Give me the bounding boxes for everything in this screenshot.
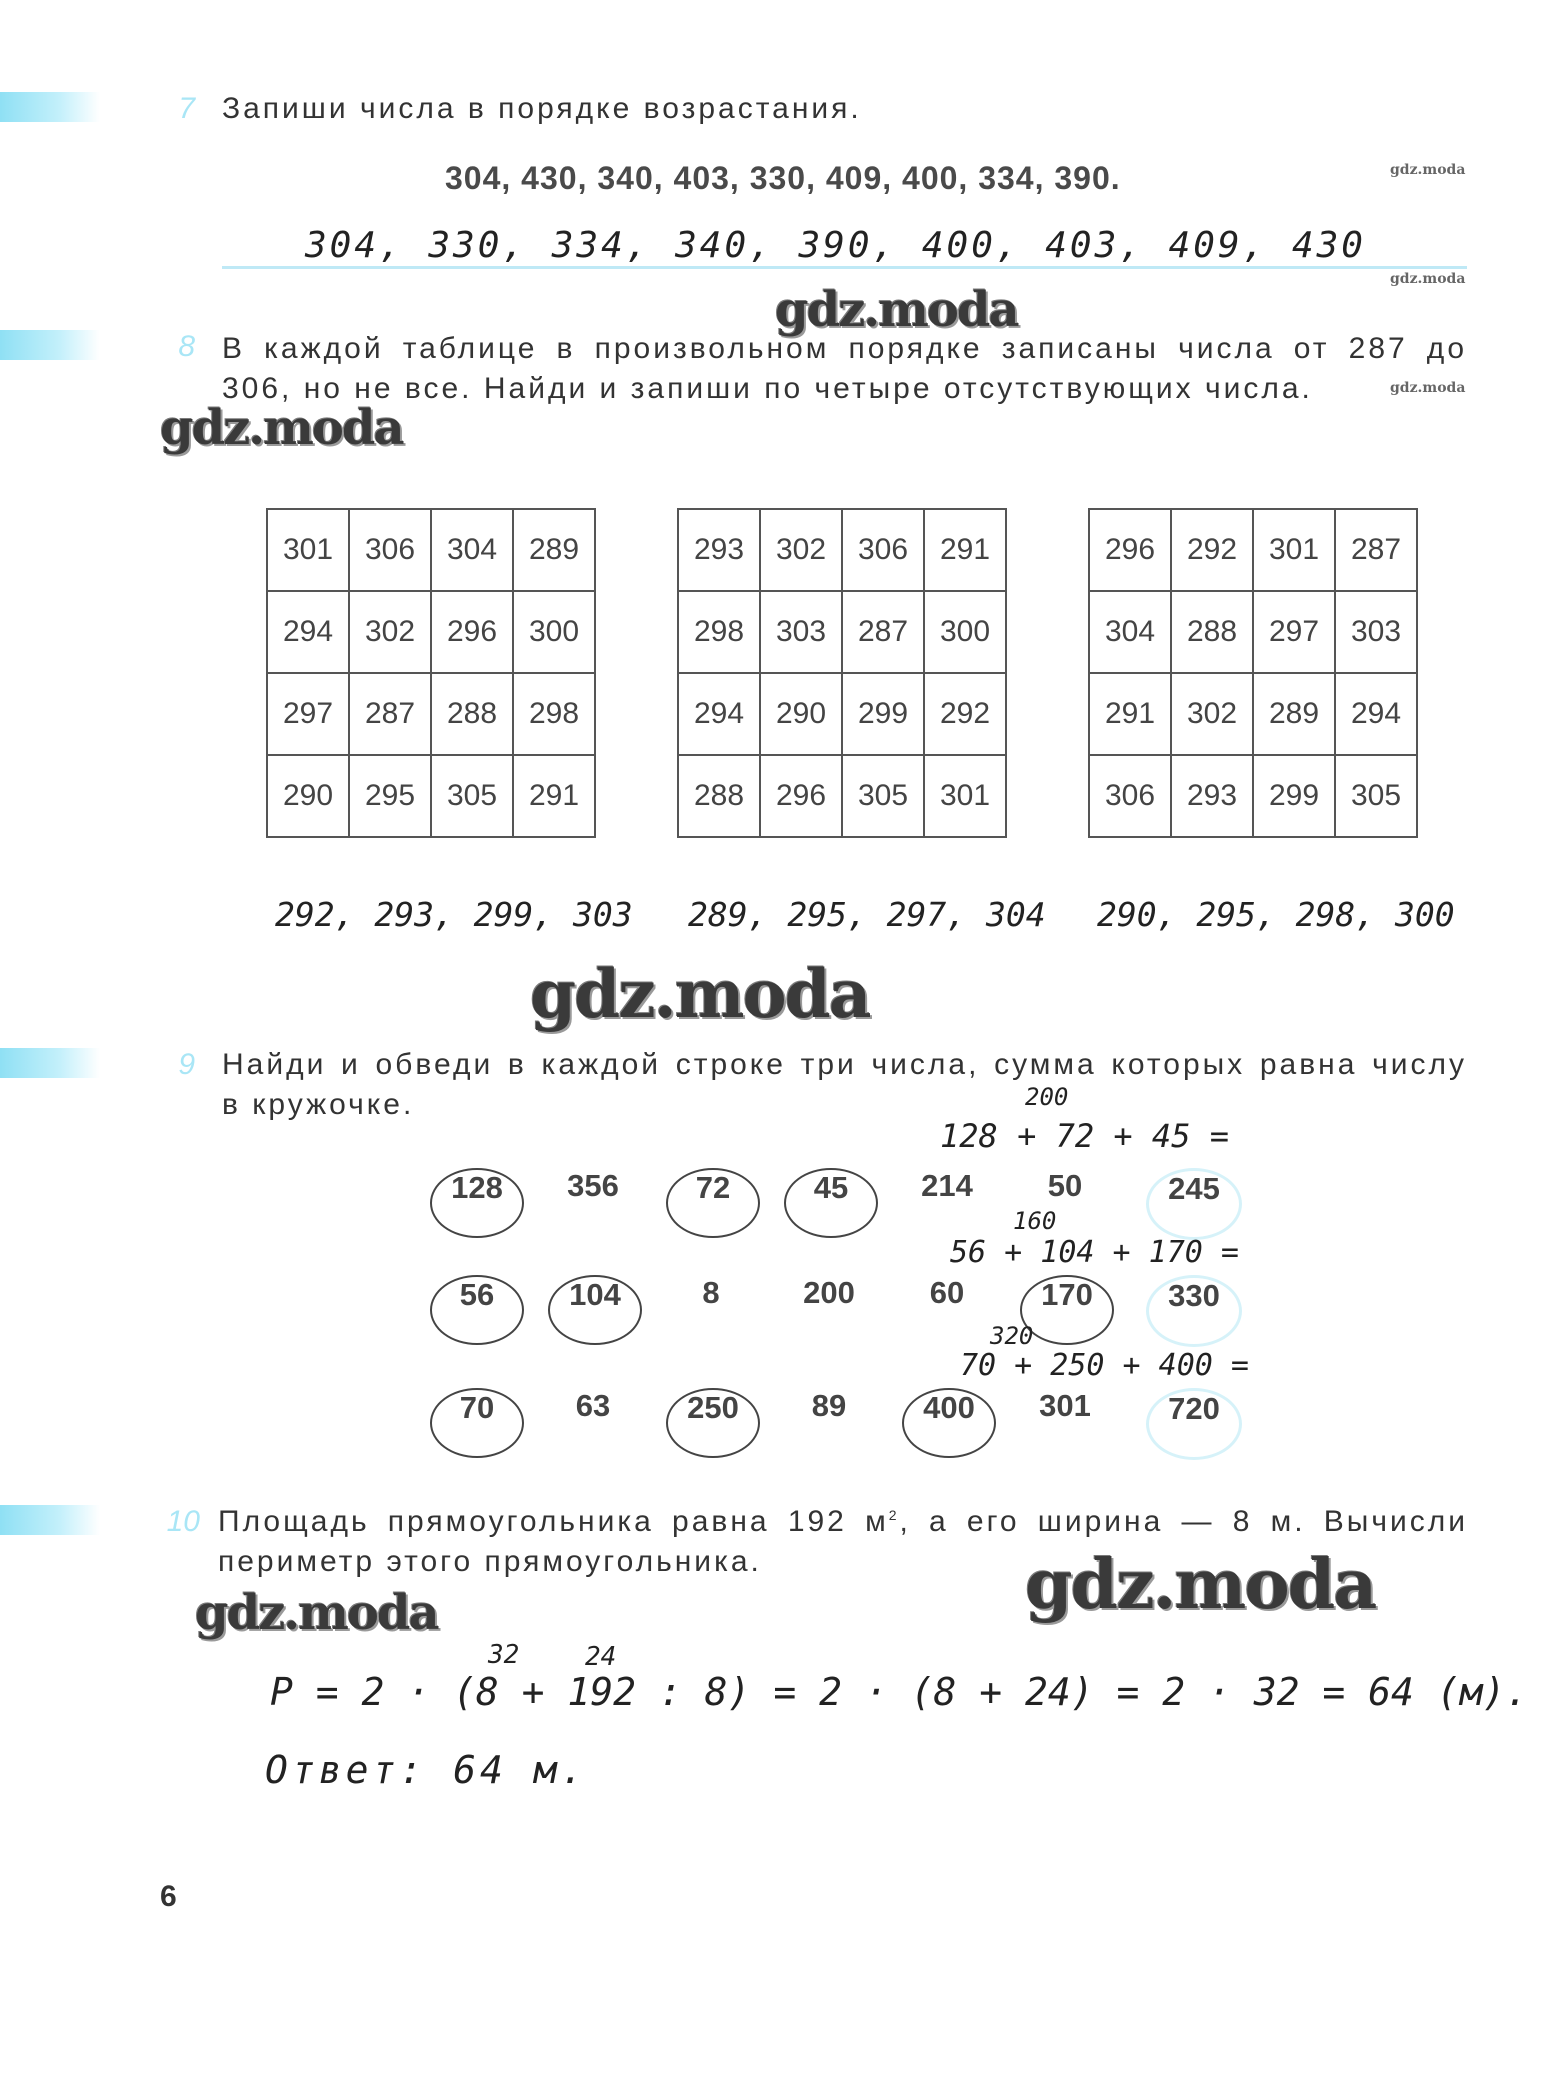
task-marker-bar [0, 330, 100, 360]
table-cell: 296 [1089, 509, 1171, 591]
number-table-1 [266, 508, 596, 838]
table-cell: 289 [513, 509, 595, 591]
table-cell: 300 [513, 591, 595, 673]
table-cell: 290 [760, 673, 842, 755]
watermark: gdz.moda [1025, 1545, 1376, 1625]
table-cell: 291 [513, 755, 595, 837]
number: 200 [803, 1275, 855, 1310]
solution-note: 24 [585, 1642, 617, 1672]
table-cell: 290 [267, 755, 349, 837]
task-number: 8 [178, 330, 195, 363]
number-row [430, 1168, 1250, 1238]
table-row [678, 755, 1006, 837]
table-cell: 292 [1171, 509, 1253, 591]
table-cell: 300 [924, 591, 1006, 673]
task-text-line2: периметр этого прямоугольника. [218, 1545, 762, 1578]
number: 214 [921, 1168, 973, 1203]
table-cell: 305 [1335, 755, 1417, 837]
table-cell: 287 [1335, 509, 1417, 591]
table-cell: 287 [349, 673, 431, 755]
work-note: 70 + 250 + 400 = [960, 1348, 1249, 1383]
target-circle-number: 245 [1146, 1168, 1242, 1240]
handwritten-answer: 304, 330, 334, 340, 390, 400, 403, 409, 430 [305, 225, 1366, 266]
given-numbers: 304, 430, 340, 403, 330, 409, 400, 334, 390. [445, 160, 1121, 196]
handwritten-answer: 290, 295, 298, 300 [1097, 895, 1455, 934]
watermark-small: gdz.moda [1390, 271, 1466, 287]
target-circle-number: 720 [1146, 1388, 1242, 1460]
number: 89 [811, 1388, 847, 1423]
table-cell: 303 [1335, 591, 1417, 673]
watermark: gdz.moda [195, 1585, 438, 1641]
circled-number: 400 [902, 1388, 996, 1458]
table-cell: 291 [924, 509, 1006, 591]
table-cell: 294 [1335, 673, 1417, 755]
number: 356 [567, 1168, 619, 1203]
number-table-3 [1088, 508, 1418, 838]
table-cell: 302 [760, 509, 842, 591]
circled-number: 56 [430, 1275, 524, 1345]
watermark-small: gdz.moda [1390, 162, 1466, 178]
table-cell: 302 [1171, 673, 1253, 755]
table-cell: 295 [349, 755, 431, 837]
table-cell: 299 [1253, 755, 1335, 837]
task-text-line1: Площадь прямоугольника равна 192 $м^2$, а его ширина — 8 м. Вычисли [218, 1505, 1468, 1538]
table-row [1089, 755, 1417, 837]
task-marker-bar [0, 1505, 100, 1535]
table-cell: 305 [431, 755, 513, 837]
number-table-2 [677, 508, 1007, 838]
work-note-top: 320 [990, 1322, 1034, 1350]
table-cell: 306 [349, 509, 431, 591]
table-cell: 297 [1253, 591, 1335, 673]
table-cell: 288 [678, 755, 760, 837]
table-cell: 306 [1089, 755, 1171, 837]
table-cell: 293 [1171, 755, 1253, 837]
number: 50 [1047, 1168, 1083, 1203]
task-text-line1: Найди и обведи в каждой строке три числа, сумма которых равна числу [222, 1048, 1467, 1081]
table-cell: 298 [513, 673, 595, 755]
table-row [678, 673, 1006, 755]
circled-number: 70 [430, 1388, 524, 1458]
table-row [1089, 673, 1417, 755]
target-circle-number: 330 [1146, 1275, 1242, 1347]
table-row [267, 591, 595, 673]
task-text: Запиши числа в порядке возрастания. [222, 92, 862, 125]
table-cell: 288 [1171, 591, 1253, 673]
table-row [267, 673, 595, 755]
task-marker-bar [0, 1048, 100, 1078]
number-row [430, 1388, 1250, 1458]
table-cell: 298 [678, 591, 760, 673]
circled-number: 250 [666, 1388, 760, 1458]
watermark: gdz.moda [530, 955, 870, 1033]
table-cell: 304 [431, 509, 513, 591]
table-cell: 287 [842, 591, 924, 673]
handwritten-solution: P = 2 · (8 + 192 : 8) = 2 · (8 + 24) = 2 · 32 = 64 (м). [270, 1670, 1529, 1714]
number: 301 [1039, 1388, 1091, 1423]
table-cell: 292 [924, 673, 1006, 755]
circled-number: 45 [784, 1168, 878, 1238]
task-text-line2: в кружочке. [222, 1088, 415, 1121]
table-cell: 304 [1089, 591, 1171, 673]
table-cell: 297 [267, 673, 349, 755]
solution-note: 32 [488, 1640, 520, 1670]
task-text-line2: 306, но не все. Найди и запиши по четыре отсутствующих числа. [222, 372, 1313, 405]
watermark: gdz.moda [160, 400, 403, 456]
task-marker-bar [0, 92, 100, 122]
table-row [1089, 591, 1417, 673]
table-row [678, 591, 1006, 673]
table-row [678, 509, 1006, 591]
page-number: 6 [160, 1880, 177, 1913]
circled-number: 128 [430, 1168, 524, 1238]
answer-line [222, 266, 1467, 269]
task-text-line1: В каждой таблице в произвольном порядке записаны числа от 287 до [222, 332, 1467, 365]
task-number: 9 [178, 1048, 195, 1081]
table-cell: 301 [267, 509, 349, 591]
circled-number: 170 [1020, 1275, 1114, 1345]
work-note-top: 200 [1025, 1083, 1069, 1111]
circled-number: 72 [666, 1168, 760, 1238]
table-cell: 289 [1253, 673, 1335, 755]
work-note: 128 + 72 + 45 = [940, 1117, 1229, 1155]
number: 63 [575, 1388, 611, 1423]
table-cell: 293 [678, 509, 760, 591]
circled-number: 104 [548, 1275, 642, 1345]
table-cell: 294 [678, 673, 760, 755]
work-note-top: 160 [1013, 1207, 1057, 1235]
table-cell: 306 [842, 509, 924, 591]
table-cell: 305 [842, 755, 924, 837]
table-cell: 302 [349, 591, 431, 673]
table-cell: 296 [760, 755, 842, 837]
number-row [430, 1275, 1250, 1345]
handwritten-answer: 292, 293, 299, 303 [275, 895, 633, 934]
table-cell: 299 [842, 673, 924, 755]
table-cell: 294 [267, 591, 349, 673]
handwritten-answer: 289, 295, 297, 304 [688, 895, 1046, 934]
table-row [267, 755, 595, 837]
watermark: gdz.moda [775, 282, 1018, 338]
number: 60 [929, 1275, 965, 1310]
watermark-small: gdz.moda [1390, 380, 1466, 396]
number: 8 [702, 1275, 720, 1310]
table-row [1089, 509, 1417, 591]
table-cell: 303 [760, 591, 842, 673]
table-cell: 288 [431, 673, 513, 755]
task-number: 7 [178, 92, 195, 125]
table-cell: 301 [924, 755, 1006, 837]
table-cell: 301 [1253, 509, 1335, 591]
work-note: 56 + 104 + 170 = [950, 1235, 1239, 1270]
table-cell: 296 [431, 591, 513, 673]
task-number: 10 [166, 1505, 200, 1538]
table-row [267, 509, 595, 591]
handwritten-answer: Ответ: 64 м. [265, 1748, 588, 1792]
table-cell: 291 [1089, 673, 1171, 755]
